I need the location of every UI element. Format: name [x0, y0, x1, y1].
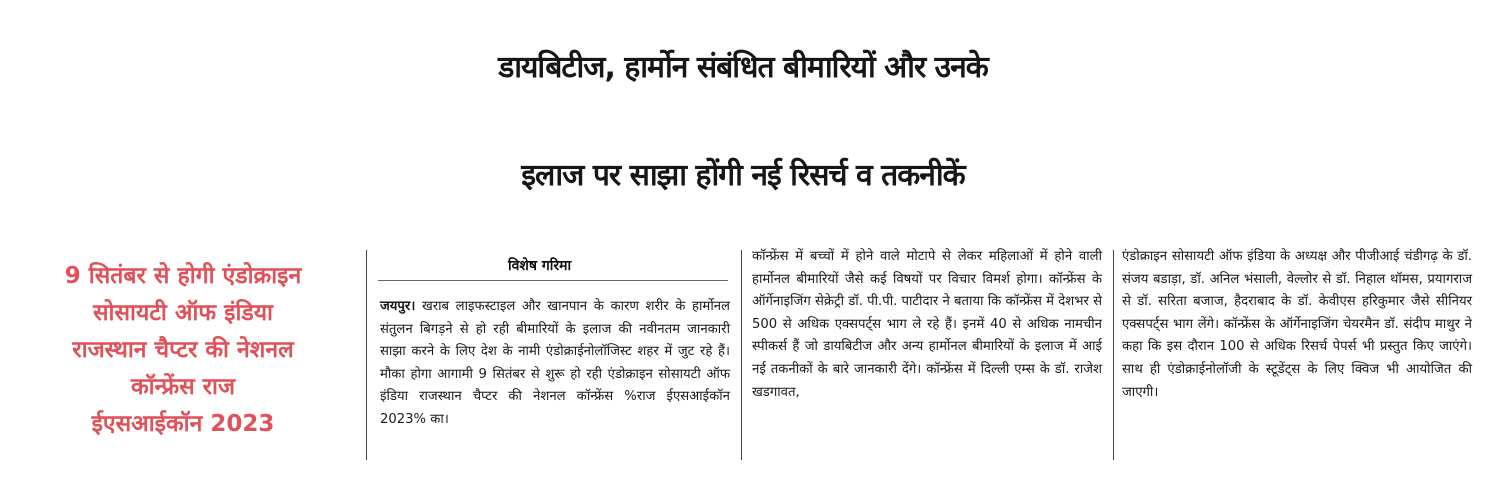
column-divider: [741, 250, 742, 460]
deck-line: कॉन्फ्रेंस राज: [130, 374, 236, 400]
article-column-2: [752, 246, 1102, 404]
deck-line: राजस्थान चैप्टर की नेशनल: [72, 337, 294, 363]
deck-line: सोसायटी ऑफ इंडिया: [92, 300, 274, 326]
column-text: खराब लाइफस्टाइल और खानपान के कारण शरीर के हार्मोनल संतुलन बिगड़ने से हो रही बीमारियों के इलाज की नवीनतम जानकारी साझा करने के लिए देश के नामी एंडोक्राईनोलॉजिस्ट शहर में जुट रहे हैं। मौका होगा आगामी 9 सितंबर से शुरू हो रही एंडोक्राइन सोसायटी ऑफ इंडिया राजस्थान चैप्टर की नेशनल कॉन्फ्रेंस %राज ईएसआईकॉन 2023% का।: [380, 299, 730, 427]
column-text: कॉन्फ्रेंस में बच्चों में होने वाले मोटापे से लेकर महिलाओं में होने वाली हार्मोनल बीमारियों जैसे कई विषयों पर विचार विमर्श होगा। कॉन्फ्रेंस के ऑर्गेनाइजिंग सेक्रेट्री डॉ. पी.पी. पाटीदार ने बताया कि कॉन्फ्रेंस में देशभर से 500 से अधिक एक्सपर्ट्स भाग ले रहे हैं। इनमें 40 से अधिक नामचीन स्पीकर्स हैं जो डायबिटीज और अन्य हार्मोनल बीमारियों के इलाज में आई नई तकनीकों के बारे जानकारी देंगे। कॉन्फ्रेंस में दिल्ली एम्स के डॉ. राजेश खडगावत,: [752, 249, 1102, 400]
deck-line: 9 सितंबर से होगी एंडोक्राइन: [64, 263, 302, 289]
headline-line-1: डायबिटीज, हार्मोन संबंधित बीमारियों और उनके: [498, 50, 988, 85]
column-divider: [366, 250, 367, 460]
headline-line-2: इलाज पर साझा होंगी नई रिसर्च व तकनीकें: [521, 158, 965, 193]
article-column-3: [1122, 246, 1472, 404]
dateline: जयपुर।: [380, 299, 416, 314]
column-divider: [1113, 250, 1114, 460]
deck-subheadline: [18, 258, 348, 443]
deck-line: ईएसआईकॉन 2023: [91, 411, 275, 437]
column-text: एंडोक्राइन सोसायटी ऑफ इंडिया के अध्यक्ष और पीजीआई चंडीगढ़ के डॉ. संजय बडाड़ा, डॉ. अनिल भंसाली, वेल्लोर से डॉ. निहाल थॉमस, प्रयागराज से डॉ. सरिता बजाज, हैदराबाद के डॉ. केवीएस हरिकुमार जैसे सीनियर एक्सपर्ट्स भाग लेंगे। कॉन्फ्रेंस के ऑर्गेनाइजिंग चेयरमैन डॉ. संदीप माथुर ने कहा कि इस दौरान 100 से अधिक रिसर्च पेपर्स भी प्रस्तुत किए जाएंगे। साथ ही एंडोक्राईनोलॉजी के स्टूडेंट्स के लिए क्विज भी आयोजित की जाएगी।: [1122, 249, 1472, 400]
byline: विशेष गरिमा: [378, 255, 728, 281]
article-column-1: [380, 296, 730, 432]
